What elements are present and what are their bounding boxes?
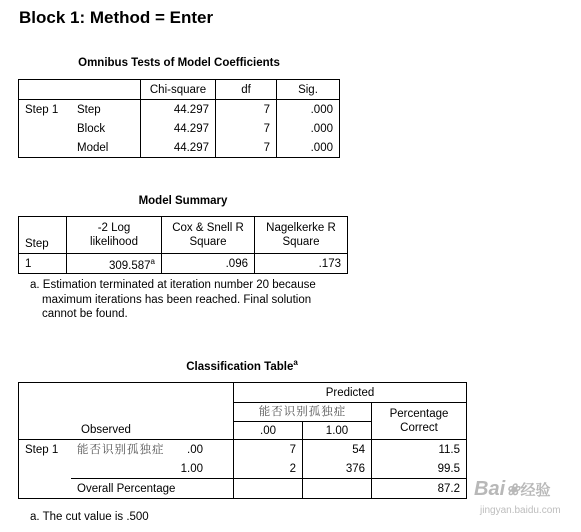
- classification-cell: 54: [303, 440, 372, 460]
- ms-col-cox-line2: Square: [189, 236, 227, 248]
- classification-cell: 11.5: [372, 440, 467, 460]
- ms-nag-value: .173: [255, 254, 348, 274]
- classification-observed-header: Observed: [19, 383, 234, 440]
- classification-cell: 376: [303, 459, 372, 479]
- ms-col-nag-line2: Square: [282, 236, 320, 248]
- ms-loglik-value: 309.587$^a$: [67, 254, 162, 274]
- classification-row-label: 1.00: [173, 459, 234, 479]
- omnibus-row-label: Block: [71, 119, 141, 138]
- block-title: Block 1: Method = Enter: [19, 8, 214, 27]
- ms-col-loglik-line2: likelihood: [90, 236, 138, 248]
- classification-group-var: 能否识别孤独症: [234, 403, 372, 422]
- omnibus-cell: 7: [216, 138, 277, 158]
- omnibus-cell: 7: [216, 100, 277, 120]
- omnibus-cell: .000: [277, 119, 340, 138]
- classification-pct-header: [372, 403, 467, 440]
- omnibus-table: [18, 79, 340, 158]
- ms-footnote-line: cannot be found.: [42, 308, 128, 320]
- watermark: [470, 478, 578, 528]
- omnibus-title: Omnibus Tests of Model Coefficients: [78, 57, 280, 69]
- paw-icon: ❀: [506, 482, 520, 499]
- classification-row-label: .00: [173, 440, 234, 460]
- ms-col-cox-line1: Cox & Snell R: [172, 222, 244, 234]
- ms-col-loglik-line1: -2 Log: [97, 222, 131, 234]
- model-summary-table: [18, 216, 348, 274]
- omnibus-cell: 44.297: [141, 100, 216, 120]
- pct-header-line2: Correct: [400, 422, 438, 434]
- omnibus-cell: 44.297: [141, 138, 216, 158]
- omnibus-col-df: df: [216, 80, 277, 100]
- omnibus-cell: 44.297: [141, 119, 216, 138]
- omnibus-col-chi: Chi-square: [141, 80, 216, 100]
- classification-overall-label: Overall Percentage: [71, 479, 234, 499]
- ms-col-step: Step: [19, 217, 67, 254]
- ms-col-loglik: [67, 217, 162, 254]
- classification-predicted-header: Predicted: [234, 383, 467, 403]
- ms-col-cox: [162, 217, 255, 254]
- omnibus-cell: 7: [216, 119, 277, 138]
- ms-step-value: 1: [19, 254, 67, 274]
- classification-title-marker: a: [293, 358, 298, 367]
- ms-footnote-line: a. Estimation terminated at iteration number 20 because: [30, 279, 316, 291]
- classification-overall-pct: 87.2: [372, 479, 467, 499]
- ms-col-nag: [255, 217, 348, 254]
- classification-cell: 99.5: [372, 459, 467, 479]
- ms-footnote-line: maximum iterations has been reached. Final solution: [42, 293, 312, 306]
- classification-col-100: 1.00: [303, 422, 372, 440]
- classification-footnote: a. The cut value is .500: [30, 511, 149, 523]
- omnibus-cell: .000: [277, 100, 340, 120]
- classification-cell: 7: [234, 440, 303, 460]
- omnibus-col-sig: Sig.: [277, 80, 340, 100]
- classification-title: Classification Table$^a$: [186, 358, 298, 373]
- classification-row-var: 能否识别孤独症: [71, 440, 173, 460]
- classification-table: [18, 382, 467, 499]
- classification-step-label: Step 1: [19, 440, 72, 460]
- ms-col-nag-line1: Nagelkerke R: [266, 222, 336, 234]
- omnibus-row-label: Step: [71, 100, 141, 120]
- pct-header-line1: Percentage: [389, 408, 449, 420]
- model-summary-title: Model Summary: [138, 195, 228, 207]
- classification-col-00: .00: [234, 422, 303, 440]
- watermark-logo: Bai❀经验: [474, 478, 551, 500]
- omnibus-step-label: Step 1: [19, 100, 72, 120]
- classification-cell: 2: [234, 459, 303, 479]
- ms-cox-value: .096: [162, 254, 255, 274]
- omnibus-cell: .000: [277, 138, 340, 158]
- ms-footnote-marker: a: [150, 256, 155, 266]
- omnibus-row-label: Model: [71, 138, 141, 158]
- omnibus-corner: [19, 80, 141, 100]
- watermark-url: jingyan.baidu.com: [480, 505, 561, 516]
- model-summary-footnote: [30, 278, 316, 322]
